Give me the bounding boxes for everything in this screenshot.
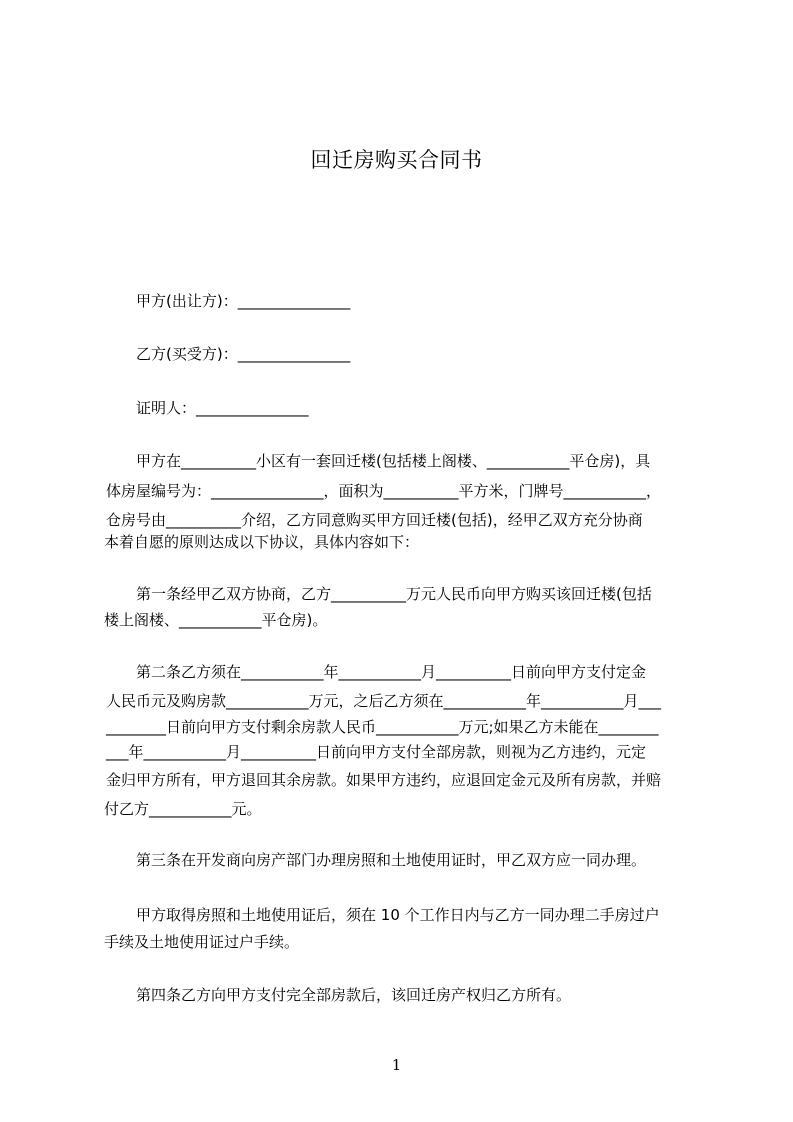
article-1-line: 第一条经甲乙双方协商，乙方__________万元人民币向甲方购买该回迁楼(包括 [136, 585, 652, 603]
paragraph-line: 本着自愿的原则达成以下协议，具体内容如下： [104, 533, 420, 551]
paragraph-line: 手续及土地使用证过户手续。 [104, 933, 300, 951]
party-b-line: 乙方(买受方)：_______________ [136, 345, 351, 363]
article-4-line: 第四条乙方向甲方支付完全部房款后，该回迁房产权归乙方所有。 [136, 986, 572, 1004]
paragraph-line: 仓房号由__________介绍，乙方同意购买甲方回迁楼(包括)，经甲乙双方充分协商 [106, 511, 643, 529]
article-2-line: 付乙方___________元。 [104, 800, 262, 818]
article-1-line: 楼上阁楼、___________平仓房)。 [104, 611, 328, 629]
paragraph-line: 甲方取得房照和土地使用证后，须在 10 个工作日内与乙方一同办理二手房过户 [136, 906, 660, 924]
article-2-line: ___年___________月__________日前向甲方支付全部房款，则视为乙方违约，元定 [106, 743, 647, 761]
article-2-line: 人民币元及购房款___________万元，之后乙方须在___________年___________月___ [106, 692, 662, 710]
article-2-line: 第二条乙方须在___________年___________月__________日前向甲方支付定金 [136, 663, 647, 681]
document-title: 回迁房购买合同书 [310, 148, 483, 172]
article-2-line: ________日前向甲方支付剩余房款人民币___________万元;如果乙方未能在________ [106, 718, 659, 736]
paragraph-line: 甲方在__________小区有一套回迁楼(包括楼上阁楼、___________平仓房)，具 [136, 452, 651, 470]
paragraph-line: 体房屋编号为：_______________，面积为__________平方米，门牌号___________， [106, 482, 662, 500]
party-a-line: 甲方(出让方)：_______________ [136, 292, 351, 310]
article-2-line: 金归甲方所有，甲方退回其余房款。如果甲方违约，应退回定金元及所有房款，并赔 [106, 771, 662, 789]
article-3-line: 第三条在开发商向房产部门办理房照和土地使用证时，甲乙双方应一同办理。 [136, 851, 647, 869]
witness-line: 证明人：_______________ [136, 399, 309, 417]
page-number: 1 [391, 1056, 402, 1074]
